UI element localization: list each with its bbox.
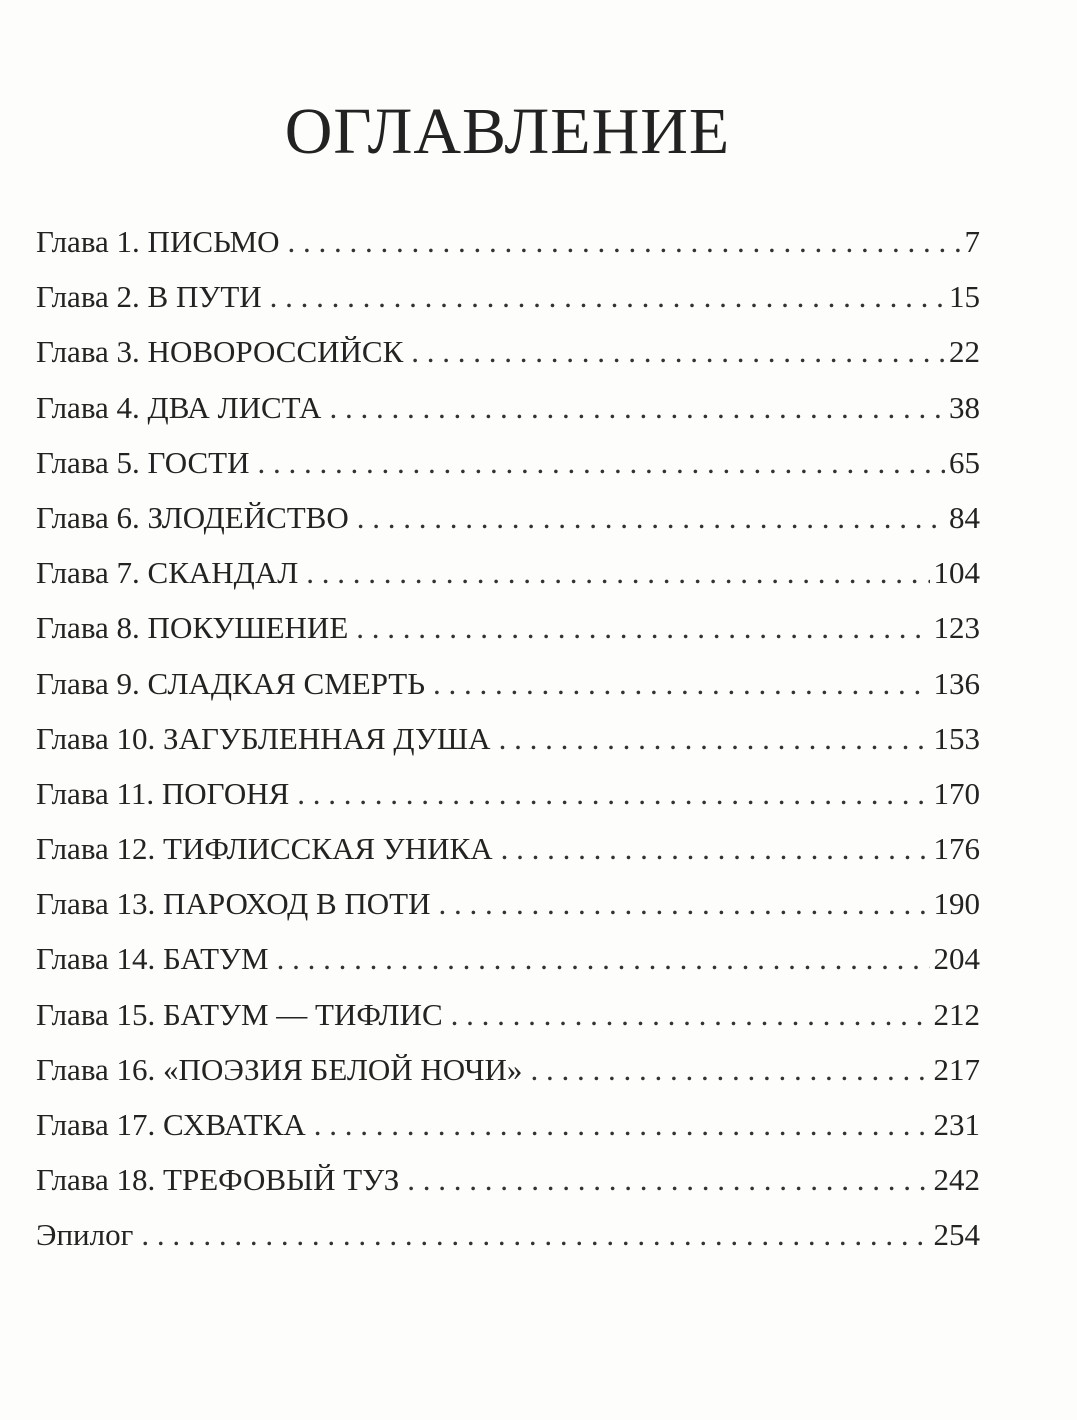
toc-dot-leader	[439, 876, 930, 931]
toc-entry	[36, 821, 980, 876]
toc-entry-page-number: 38	[949, 389, 980, 425]
toc-entry-page-number: 15	[949, 279, 980, 315]
toc-entry	[36, 214, 980, 269]
toc-entry	[36, 876, 980, 931]
toc-entry-label: Глава 13. ПАРОХОД В ПОТИ	[36, 886, 431, 922]
table-of-contents	[36, 214, 980, 1263]
toc-dot-leader	[356, 600, 929, 655]
toc-entry-label: Глава 3. НОВОРОССИЙСК	[36, 334, 404, 370]
toc-entry-page-number: 217	[933, 1051, 980, 1087]
toc-entry	[36, 600, 980, 655]
toc-entry	[36, 1097, 980, 1152]
toc-entry	[36, 766, 980, 821]
toc-entry-label: Глава 17. СХВАТКА	[36, 1107, 306, 1142]
toc-dot-leader	[141, 1207, 929, 1262]
toc-entry	[36, 987, 980, 1042]
toc-dot-leader	[451, 987, 930, 1042]
toc-entry-label: Глава 5. ГОСТИ	[36, 444, 250, 480]
toc-entry	[36, 324, 980, 379]
toc-entry-page-number: 104	[933, 555, 980, 591]
toc-entry-label: Глава 6. ЗЛОДЕЙСТВО	[36, 499, 349, 535]
toc-entry-label: Глава 1. ПИСЬМО	[36, 224, 280, 259]
toc-entry	[36, 435, 980, 490]
toc-dot-leader	[288, 214, 961, 269]
toc-entry	[36, 269, 980, 324]
toc-entry	[36, 931, 980, 986]
toc-entry-label: Глава 11. ПОГОНЯ	[36, 775, 290, 811]
toc-dot-leader	[329, 380, 945, 435]
toc-entry-label: Глава 14. БАТУМ	[36, 941, 269, 977]
toc-entry-page-number: 254	[933, 1217, 980, 1253]
toc-dot-leader	[411, 324, 945, 379]
toc-entry	[36, 711, 980, 766]
toc-dot-leader	[297, 766, 929, 821]
toc-dot-leader	[277, 931, 930, 986]
toc-entry	[36, 545, 980, 600]
toc-entry-label: Глава 18. ТРЕФОВЫЙ ТУЗ	[36, 1162, 400, 1198]
toc-entry	[36, 380, 980, 435]
toc-entry-page-number: 242	[933, 1162, 980, 1198]
toc-dot-leader	[530, 1042, 929, 1097]
toc-dot-leader	[314, 1097, 930, 1152]
toc-dot-leader	[306, 545, 929, 600]
toc-entry-label: Глава 15. БАТУМ — ТИФЛИС	[36, 996, 443, 1032]
toc-entry-label: Глава 10. ЗАГУБЛЕННАЯ ДУША	[36, 720, 491, 756]
toc-dot-leader	[501, 821, 930, 876]
toc-dot-leader	[499, 711, 930, 766]
toc-entry-page-number: 123	[933, 610, 980, 646]
toc-entry-page-number: 212	[933, 996, 980, 1032]
toc-dot-leader	[257, 435, 945, 490]
toc-entry	[36, 656, 980, 711]
toc-entry-label: Эпилог	[36, 1217, 134, 1253]
toc-entry-label: Глава 7. СКАНДАЛ	[36, 555, 299, 591]
toc-entry-label: Глава 2. В ПУТИ	[36, 279, 262, 315]
toc-entry-page-number: 190	[933, 886, 980, 922]
toc-entry-page-number: 84	[949, 499, 980, 535]
toc-dot-leader	[407, 1152, 929, 1207]
toc-entry	[36, 1207, 980, 1262]
toc-dot-leader	[270, 269, 945, 324]
toc-entry-page-number: 231	[933, 1107, 980, 1142]
toc-dot-leader	[433, 656, 929, 711]
toc-entry-label: Глава 4. ДВА ЛИСТА	[36, 389, 322, 425]
toc-entry-page-number: 7	[964, 224, 980, 259]
toc-entry-label: Глава 8. ПОКУШЕНИЕ	[36, 610, 349, 646]
toc-entry	[36, 1042, 980, 1097]
toc-entry-page-number: 204	[933, 941, 980, 977]
toc-entry	[36, 490, 980, 545]
toc-entry-page-number: 65	[949, 444, 980, 480]
toc-entry-page-number: 170	[933, 775, 980, 811]
toc-entry-label: Глава 12. ТИФЛИССКАЯ УНИКА	[36, 831, 493, 867]
toc-entry-page-number: 22	[949, 334, 980, 370]
toc-dot-leader	[357, 490, 945, 545]
toc-entry-label: Глава 16. «ПОЭЗИЯ БЕЛОЙ НОЧИ»	[36, 1051, 523, 1087]
page-title: ОГЛАВЛЕНИЕ	[284, 95, 731, 168]
toc-entry-page-number: 176	[933, 831, 980, 867]
toc-entry	[36, 1152, 980, 1207]
toc-entry-label: Глава 9. СЛАДКАЯ СМЕРТЬ	[36, 665, 426, 701]
toc-entry-page-number: 153	[933, 720, 980, 756]
toc-entry-page-number: 136	[933, 665, 980, 701]
